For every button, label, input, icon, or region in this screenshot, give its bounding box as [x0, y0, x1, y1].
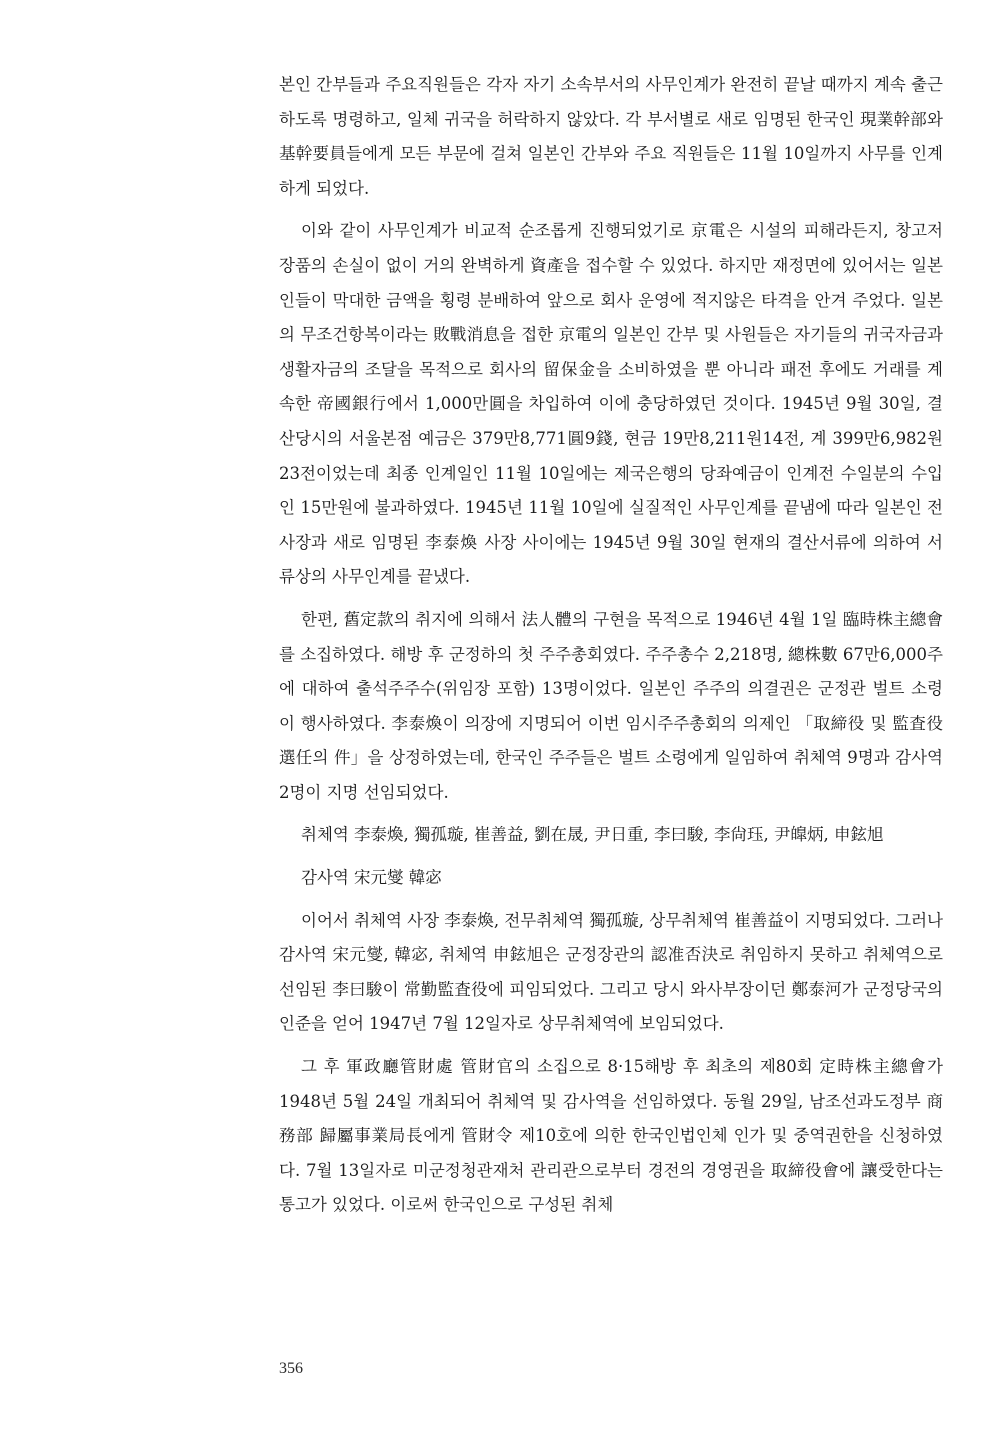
paragraph-6: 이어서 취체역 사장 李泰煥, 전무취체역 獨孤璇, 상무취체역 崔善益이 지명되었다. 그러나 감사역 宋元燮, 韓宓, 취체역 申鉉旭은 군정장관의 認准否決로 취임하지 못하고 취체역으로 선임된 李曰駿이 常勤監査役에 피임되었다. 그리고 당시 와사부장이던 鄭泰河가 군정당국의 인준을 얻어 1947년 7월 12일자로 상무취체역에 보임되었다. [279, 910, 943, 1034]
paragraph-2: 이와 같이 사무인계가 비교적 순조롭게 진행되었기로 京電은 시설의 피해라든지, 창고저장품의 손실이 없이 거의 완벽하게 資產을 접수할 수 있었다. 하지만 재정면에 있어서는 일본인들이 막대한 금액을 횡령 분배하여 앞으로 회사 운영에 적지않은 타격을 안겨 주었다. 일본의 무조건항복이라는 敗戰消息을 접한 京電의 일본인 간부 및 사원들은 자기들의 귀국자금과 생활자금의 조달을 목적으로 회사의 留保金을 소비하였을 뿐 아니라 패전 후에도 거래를 계속한 帝國銀行에서 1,000만圓을 차입하여 이에 충당하였던 것이다. 1945년 9월 30일, 결산당시의 서울본점 예금은 379만8,771圓9錢, 현금 19만8,211원14전, 계 399만6,982원23전이었는데 최종 인계일인 11월 10일에는 제국은행의 당좌예금이 인계전 수일분의 수입인 15만원에 불과하였다. 1945년 11월 10일에 실질적인 사무인계를 끝냄에 따라 일본인 전 사장과 새로 임명된 李泰煥 사장 사이에는 1945년 9월 30일 현재의 결산서류에 의하여 서류상의 사무인계를 끝냈다. [279, 221, 943, 587]
paragraph-3: 한편, 舊定款의 취지에 의해서 法人體의 구현을 목적으로 1946년 4월 1일 臨時株主總會를 소집하였다. 해방 후 군정하의 첫 주주총회였다. 주주총수 2,218명, 總株數 67만6,000주에 대하여 출석주주수(위임장 포함) 13명이었다. 일본인 주주의 의결권은 군정관 벌트 소령이 행사하였다. 李泰煥이 의장에 지명되어 이번 임시주주총회의 의제인 「取締役 및 監査役 選任의 件」을 상정하였는데, 한국인 주주들은 벌트 소령에게 일임하여 취체역 9명과 감사역 2명이 지명 선임되었다. [279, 609, 943, 802]
page-number: 356 [279, 1360, 303, 1377]
body-text [279, 68, 943, 1348]
auditors-list: 감사역 宋元燮 韓宓 [301, 868, 442, 888]
paragraph-1: 본인 간부들과 주요직원들은 각자 자기 소속부서의 사무인계가 완전히 끝날 때까지 계속 출근하도록 명령하고, 일체 귀국을 허락하지 않았다. 각 부서별로 새로 임명된 한국인 現業幹部와 基幹要員들에게 모든 부문에 걸쳐 일본인 간부와 주요 직원들은 11월 10일까지 사무를 인계하게 되었다. [279, 75, 943, 198]
paragraph-7: 그 후 軍政廳管財處 管財官의 소집으로 8·15해방 후 최초의 제80회 定時株主總會가 1948년 5월 24일 개최되어 취체역 및 감사역을 선임하였다. 동월 29일, 남조선과도정부 商務部 歸屬事業局長에게 管財令 제10호에 의한 한국인법인체 인가 및 중역권한을 신청하였다. 7월 13일자로 미군정청관재처 관리관으로부터 경전의 경영권을 取締役會에 讓受한다는 통고가 있었다. 이로써 한국인으로 구성된 취체 [279, 1057, 943, 1215]
directors-list: 취체역 李泰煥, 獨孤璇, 崔善益, 劉在晟, 尹日重, 李曰駿, 李尙珏, 尹皥炳, 申鉉旭 [301, 825, 884, 845]
